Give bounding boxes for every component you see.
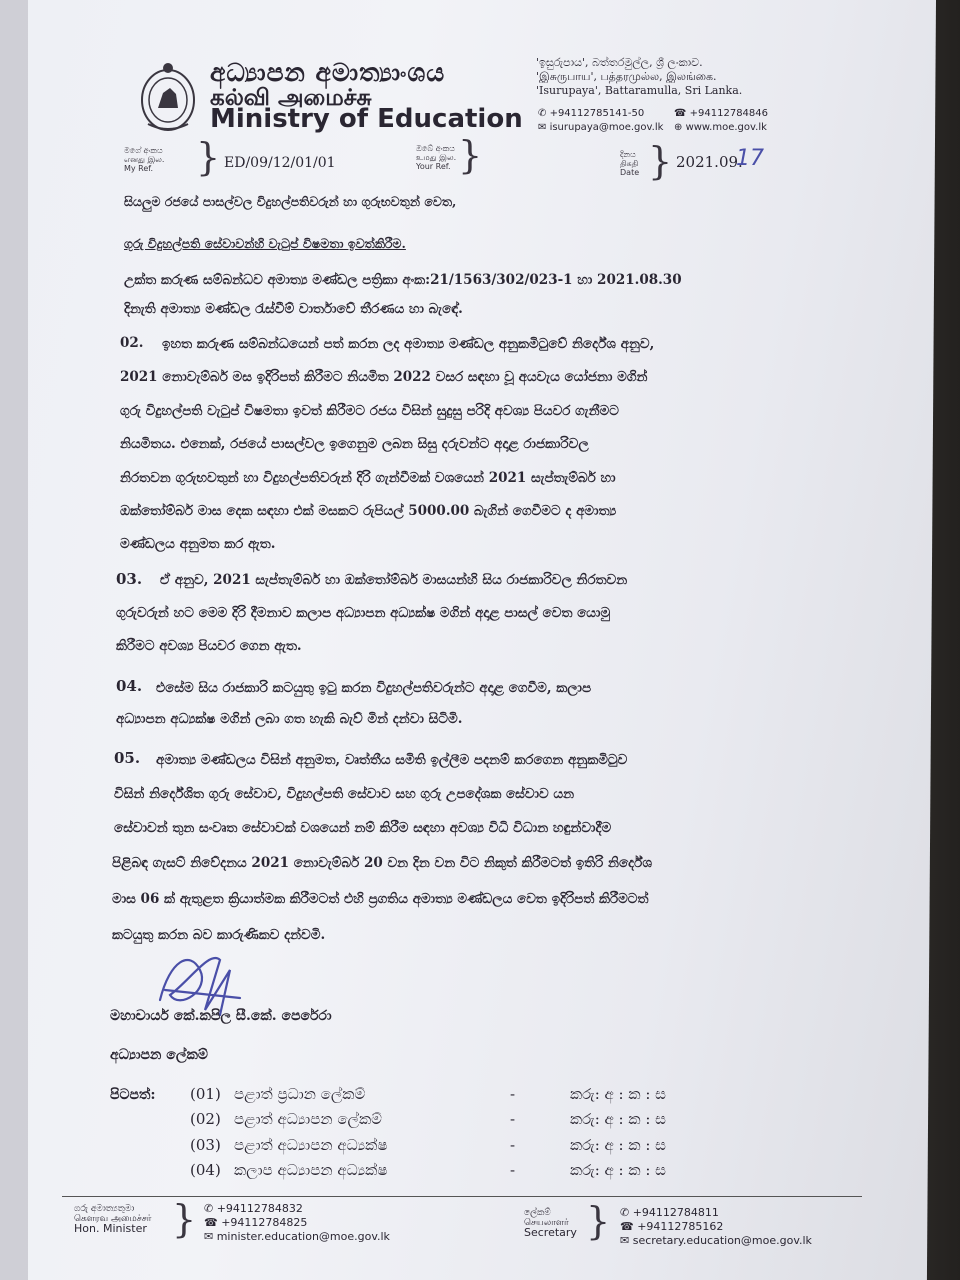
signatory-title: අධ්‍යාපන ලේකම් <box>110 1047 208 1063</box>
para3-line1: ඒ අනුව, 2021 සැප්තැම්බර් හා ඔක්තෝම්බර් මාසයන්හි සිය රාජකාරිවල නිරතවන <box>160 572 628 588</box>
date-label-si: දිනය <box>620 150 636 159</box>
address-tamil: 'இசுருபாய', பத்தரமுல்ல, இலங்கை. <box>536 70 717 83</box>
para1-line2: දිනැති අමාත්‍ය මණ්ඩල රැස්වීම් වාර්තාවේ තීරණය හා බැඳේ. <box>124 301 463 317</box>
my-ref-label-ta: எனது இல. <box>124 155 165 164</box>
secretary-label-en: Secretary <box>524 1226 577 1239</box>
para5-line6: කටයුතු කරන බව කාරුණිකව දන්වමි. <box>112 927 326 943</box>
fax-number: +94112784846 <box>689 108 769 119</box>
copy-item-number: (01) <box>190 1085 221 1103</box>
address-sinhala: 'ඉසුරුපාය', බත්තරමුල්ල, ශ්‍රී ලංකාව. <box>536 56 703 69</box>
your-ref-label-en: Your Ref. <box>416 162 451 171</box>
your-ref-label-si: ඔබේ අංකය <box>416 144 455 153</box>
ministry-name-sinhala: අධ්‍යාපන අමාත්‍යාංශය <box>210 58 446 87</box>
copies-label: පිටපත්: <box>110 1087 156 1103</box>
secretary-labels <box>524 1208 577 1238</box>
copy-item-action: කරු: අ : ක : ස <box>570 1085 666 1103</box>
para2-line2: 2021 නොවැම්බර් මස ඉදිරිපත් කිරීමට නියමිත 2022 වසර සඳහා වූ අයවැය යෝජනා මගින් <box>120 369 648 385</box>
minister-email-address: minister.education@moe.gov.lk <box>216 1230 390 1243</box>
minister-phone-number: +94112784832 <box>216 1202 303 1215</box>
para2-line1: ඉහත කරුණ සම්බන්ධයෙන් පත් කරන ලද අමාත්‍ය මණ්ඩල අනුකමිටුවේ නිර්දේශ අනුව, <box>162 336 655 352</box>
minister-brace: } <box>172 1197 197 1241</box>
copy-item-dash: - <box>510 1110 516 1128</box>
secretary-phone-number: +94112784811 <box>632 1206 719 1219</box>
para5-line5: මාස 06 ක් ඇතුළත ක්‍රියාත්මක කිරීමටත් එහි ප්‍රගතිය අමාත්‍ය මණ්ඩලය වෙත ඉදිරිපත් කිරීමටත් <box>112 891 649 907</box>
para1-line1: උක්ත කරුණ සම්බන්ධව අමාත්‍ය මණ්ඩල පත්‍රිකා අංක:21/1563/302/023-1 හා 2021.08.30 <box>124 272 682 288</box>
para3-number: 03. <box>116 570 143 588</box>
copy-item-number: (04) <box>190 1161 221 1179</box>
ministry-phone: ✆ +94112785141-50 <box>538 108 645 119</box>
copy-item-name: පළාත් අධ්‍යාපන අධ්‍යක්ෂ <box>234 1136 388 1154</box>
copy-item-dash: - <box>510 1136 516 1154</box>
date-brace: } <box>648 139 673 183</box>
my-ref-labels <box>124 146 164 173</box>
para5-line2: විසින් නිර්දේශිත ගුරු සේවාව, විදුහල්පති සේවාව සහ ගුරු උපදේශක සේවාව යන <box>114 786 575 802</box>
secretary-label-si: ලේකම් <box>524 1208 551 1218</box>
state-emblem-icon <box>138 58 198 136</box>
secretary-email: ✉ secretary.education@moe.gov.lk <box>620 1234 812 1247</box>
addressee: සියලුම රජයේ පාසල්වල විදුහල්පතිවරුන් හා ගුරුභවතුන් වෙත, <box>124 194 457 209</box>
date-label-ta: திகதி <box>620 159 639 168</box>
my-ref-label-si: මගේ අංකය <box>124 146 163 155</box>
your-ref-brace: } <box>458 133 483 177</box>
my-ref-value: ED/09/12/01/01 <box>224 155 336 171</box>
ministry-address <box>536 56 742 98</box>
para2-line4: නියමිතය. එනෙක්, රජයේ පාසල්වල ඉගෙනුම ලබන සිසු දරුවන්ට අදාළ රාජකාරිවල <box>120 436 589 452</box>
copy-item-dash: - <box>510 1085 516 1103</box>
minister-labels <box>74 1204 151 1234</box>
para4-line1: එසේම සිය රාජකාරි කටයුතු ඉටු කරන විදුහල්පතිවරුන්ට අදාළ ගෙවීම, කලාප <box>156 680 592 696</box>
minister-label-ta: கௌரவ அமைச்சர் <box>74 1214 152 1224</box>
my-ref-brace: } <box>196 135 221 179</box>
secretary-email-address: secretary.education@moe.gov.lk <box>632 1234 812 1247</box>
web-address: www.moe.gov.lk <box>685 122 767 133</box>
your-ref-labels <box>416 144 456 171</box>
copy-item-dash: - <box>510 1161 516 1179</box>
copy-item-name: පළාත් ප්‍රධාන ලේකම් <box>234 1085 366 1103</box>
ministry-name-english: Ministry of Education <box>210 104 523 134</box>
date-labels <box>620 150 639 177</box>
para2-line3: ගුරු විදුහල්පති වැටුප් විෂමතා ඉවත් කිරීමට රජය විසින් සුදුසු පරිදි අවශ්‍ය පියවර ගැනීමට <box>120 403 619 419</box>
ministry-name-tamil: கல்வி அமைச்சு <box>210 84 372 111</box>
para5-line4: පිළිබඳ ගැසට් නිවේදනය 2021 නොවැම්බර් 20 වන දින වන විට නිකුත් කිරීමටත් ඉතිරි නිර්දේශ <box>112 855 652 871</box>
copy-item-number: (02) <box>190 1110 221 1128</box>
para5-number: 05. <box>114 749 141 767</box>
minister-phone: ✆ +94112784832 <box>204 1202 303 1215</box>
minister-email: ✉ minister.education@moe.gov.lk <box>204 1230 390 1243</box>
address-english: 'Isurupaya', Battaramulla, Sri Lanka. <box>536 84 743 97</box>
secretary-brace: } <box>586 1199 611 1243</box>
copy-item-name: කලාප අධ්‍යාපන අධ්‍යක්ෂ <box>234 1161 388 1179</box>
minister-label-si: ගරු අමාත්‍යතුමා <box>74 1204 135 1214</box>
signatory-name: මහාචාර්ය කේ.කපිල සී.කේ. පෙරේරා <box>110 1008 332 1024</box>
para3-line3: කිරීමට අවශ්‍ය පියවර ගෙන ඇත. <box>116 638 302 654</box>
copy-item-action: කරු: අ : ක : ස <box>570 1136 666 1154</box>
para2-number: 02. <box>120 335 144 351</box>
para4-number: 04. <box>116 677 143 695</box>
para3-line2: ගුරුවරුන් හට මෙම දිරි දීමනාව කලාප අධ්‍යාපන අධ්‍යක්ෂ මගින් අදාළ පාසල් වෙත යොමු <box>116 605 611 621</box>
secretary-fax-number: +94112785162 <box>637 1220 724 1233</box>
copy-item-number: (03) <box>190 1136 221 1154</box>
copy-item-action: කරු: අ : ක : ස <box>570 1161 666 1179</box>
minister-fax-number: +94112784825 <box>221 1216 308 1229</box>
date-value: 2021.09. <box>676 153 743 171</box>
ministry-email: ✉ isurupaya@moe.gov.lk <box>538 122 664 133</box>
secretary-label-ta: செயலாளர் <box>524 1218 569 1228</box>
copy-item-action: කරු: අ : ක : ස <box>570 1110 666 1128</box>
para4-line2: අධ්‍යාපන අධ්‍යක්ෂ මගින් ලබා ගත හැකි බැව් මින් දන්වා සිටිමි. <box>116 711 463 727</box>
minister-fax: ☎ +94112784825 <box>204 1216 308 1229</box>
para5-line3: සේවාවන් තුන සංවෘත සේවාවක් වශයෙන් නම් කිරීම සඳහා අවශ්‍ය විධි විධාන හඳුන්වාදීම <box>114 820 612 836</box>
subject: ගුරු විදුහල්පති සේවාවන්හි වැටුප් විෂමතා ඉවත්කිරීම. <box>124 236 406 251</box>
ministry-web: ⊕ www.moe.gov.lk <box>674 122 767 133</box>
your-ref-label-ta: உமது இல. <box>416 153 457 162</box>
date-handwritten-day: 17 <box>736 146 764 171</box>
copy-item-name: පළාත් අධ්‍යාපන ලේකම් <box>234 1110 382 1128</box>
phone-number: +94112785141-50 <box>549 108 645 119</box>
secretary-fax: ☎ +94112785162 <box>620 1220 724 1233</box>
ministry-fax: ☎ +94112784846 <box>674 108 769 119</box>
date-label-en: Date <box>620 168 640 177</box>
minister-label-en: Hon. Minister <box>74 1222 147 1235</box>
email-address: isurupaya@moe.gov.lk <box>549 122 664 133</box>
secretary-phone: ✆ +94112784811 <box>620 1206 719 1219</box>
para2-line6: ඔක්තෝම්බර් මාස දෙක සඳහා එක් මසකට රුපියල් 5000.00 බැගින් ගෙවීමට ද අමාත්‍ය <box>120 503 617 519</box>
my-ref-label-en: My Ref. <box>124 164 154 173</box>
para2-line5: නිරතවන ගුරුභවතුන් හා විදුහල්පතිවරුන් දිරි ගැන්වීමක් වශයෙන් 2021 සැප්තැම්බර් හා <box>120 470 616 486</box>
para5-line1: අමාත්‍ය මණ්ඩලය විසින් අනුමත, වෘත්තීය සමිති ඉල්ලීම පදනම් කරගෙන අනුකමිටුව <box>156 752 628 768</box>
para2-line7: මණ්ඩලය අනුමත කර ඇත. <box>120 536 276 552</box>
